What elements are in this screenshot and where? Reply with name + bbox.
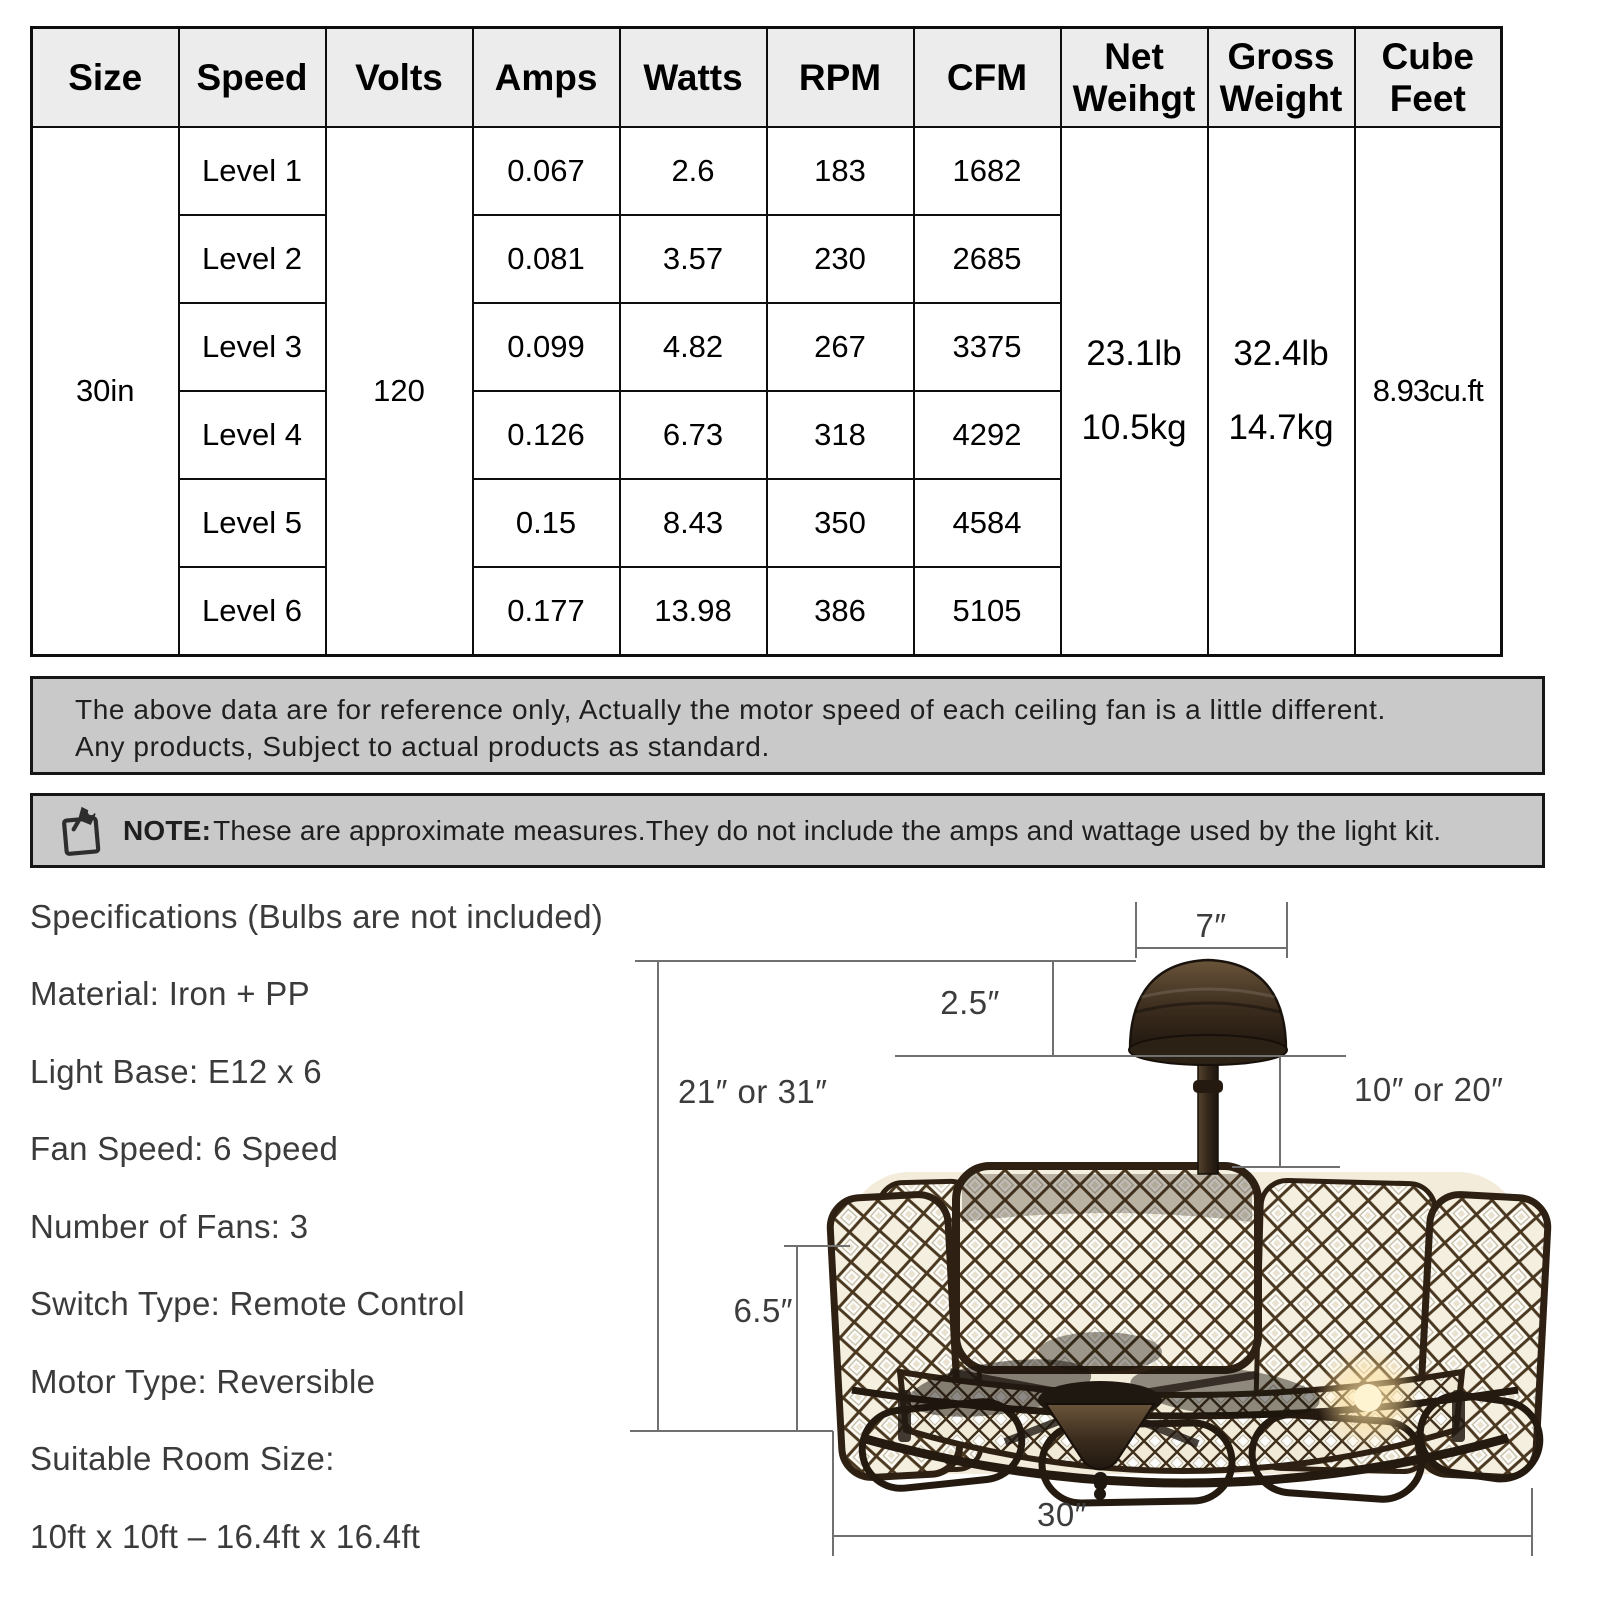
gross-weight-kg: 14.7kg (1228, 407, 1334, 447)
cell-level: Level 5 (179, 479, 326, 567)
cell-amps: 0.177 (473, 567, 620, 655)
dim-total-height-label: 21″ or 31″ (678, 1073, 828, 1110)
cell-watts: 8.43 (620, 479, 767, 567)
specs-title: Specifications (Bulbs are not included) (30, 897, 604, 935)
col-header-rpm: RPM (767, 28, 914, 128)
cell-amps: 0.126 (473, 391, 620, 479)
dim-total-height (630, 961, 833, 1431)
table-header-row (32, 28, 1502, 128)
downrod-collar (1193, 1080, 1223, 1093)
cell-watts: 13.98 (620, 567, 767, 655)
dim-canopy-width (1136, 902, 1287, 958)
col-header-cfm: CFM (914, 28, 1061, 128)
ceiling-canopy (1129, 960, 1287, 1065)
note-text: These are approximate measures.They do not include the amps and wattage used by the light kit. (213, 814, 1442, 846)
disclaimer-line-1: The above data are for reference only, Actually the motor speed of each ceiling fan is a little different. (75, 694, 1386, 725)
disclaimer-line-2: Any products, Subject to actual products as standard. (75, 731, 770, 762)
cell-rpm: 350 (767, 479, 914, 567)
clipboard-pin-icon (57, 804, 107, 858)
spec-item-room-size-value: 10ft x 10ft – 16.4ft x 16.4ft (30, 1517, 421, 1555)
cell-rpm: 267 (767, 303, 914, 391)
cell-level: Level 2 (179, 215, 326, 303)
cell-watts: 6.73 (620, 391, 767, 479)
cell-volts: 120 (326, 127, 473, 655)
cell-size: 30in (32, 127, 179, 655)
note-label: NOTE: (123, 814, 212, 846)
cell-level: Level 6 (179, 567, 326, 655)
spec-item-number-of-fans: Number of Fans: 3 (30, 1207, 309, 1245)
cell-rpm: 230 (767, 215, 914, 303)
cell-cfm: 2685 (914, 215, 1061, 303)
cell-watts: 4.82 (620, 303, 767, 391)
cell-amps: 0.067 (473, 127, 620, 215)
cell-rpm: 386 (767, 567, 914, 655)
note-box (30, 793, 1545, 868)
spec-item-motor-type: Motor Type: Reversible (30, 1362, 376, 1400)
cell-cfm: 4584 (914, 479, 1061, 567)
col-header-cube-feet: Cube Feet (1355, 28, 1502, 128)
net-weight-kg: 10.5kg (1081, 407, 1187, 447)
spec-item-room-size-label: Suitable Room Size: (30, 1440, 335, 1478)
cell-cfm: 1682 (914, 127, 1061, 215)
cell-level: Level 1 (179, 127, 326, 215)
dim-cage-height-label: 6.5″ (733, 1292, 793, 1329)
col-header-size: Size (32, 28, 179, 128)
col-header-speed: Speed (179, 28, 326, 128)
cell-cfm: 3375 (914, 303, 1061, 391)
col-header-net-weight: Net Weihgt (1061, 28, 1208, 128)
net-weight-lb: 23.1lb (1086, 333, 1182, 373)
cell-rpm: 183 (767, 127, 914, 215)
cell-rpm: 318 (767, 391, 914, 479)
col-header-gross-weight: Gross Weight (1208, 28, 1355, 128)
dim-downrod-length (1232, 1056, 1503, 1167)
cell-watts: 3.57 (620, 215, 767, 303)
cell-amps: 0.15 (473, 479, 620, 567)
spec-item-light-base: Light Base: E12 x 6 (30, 1052, 322, 1090)
fan-dimension-diagram (560, 878, 1600, 1600)
cell-level: Level 3 (179, 303, 326, 391)
spec-item-switch-type: Switch Type: Remote Control (30, 1285, 465, 1323)
dim-cage-diameter-label: 30″ (1037, 1496, 1087, 1533)
gross-weight-lb: 32.4lb (1233, 333, 1329, 373)
cell-net-weight (1061, 127, 1208, 655)
cell-amps: 0.081 (473, 215, 620, 303)
cell-level: Level 4 (179, 391, 326, 479)
ceiling-fan-illustration (829, 960, 1549, 1504)
spec-item-material: Material: Iron + PP (30, 975, 310, 1013)
fan-spec-table (30, 26, 1503, 657)
spec-item-fan-speed: Fan Speed: 6 Speed (30, 1130, 339, 1168)
cell-cfm: 5105 (914, 567, 1061, 655)
table-row (32, 127, 1502, 215)
col-header-volts: Volts (326, 28, 473, 128)
disclaimer-box (30, 676, 1545, 775)
cell-gross-weight (1208, 127, 1355, 655)
dim-canopy-width-label: 7″ (1195, 907, 1227, 944)
col-header-watts: Watts (620, 28, 767, 128)
cell-watts: 2.6 (620, 127, 767, 215)
cell-cube-feet: 8.93cu.ft (1355, 127, 1502, 655)
cell-amps: 0.099 (473, 303, 620, 391)
dim-canopy-height-label: 2.5″ (940, 984, 1000, 1021)
cell-cfm: 4292 (914, 391, 1061, 479)
dim-downrod-length-label: 10″ or 20″ (1354, 1071, 1504, 1108)
col-header-amps: Amps (473, 28, 620, 128)
